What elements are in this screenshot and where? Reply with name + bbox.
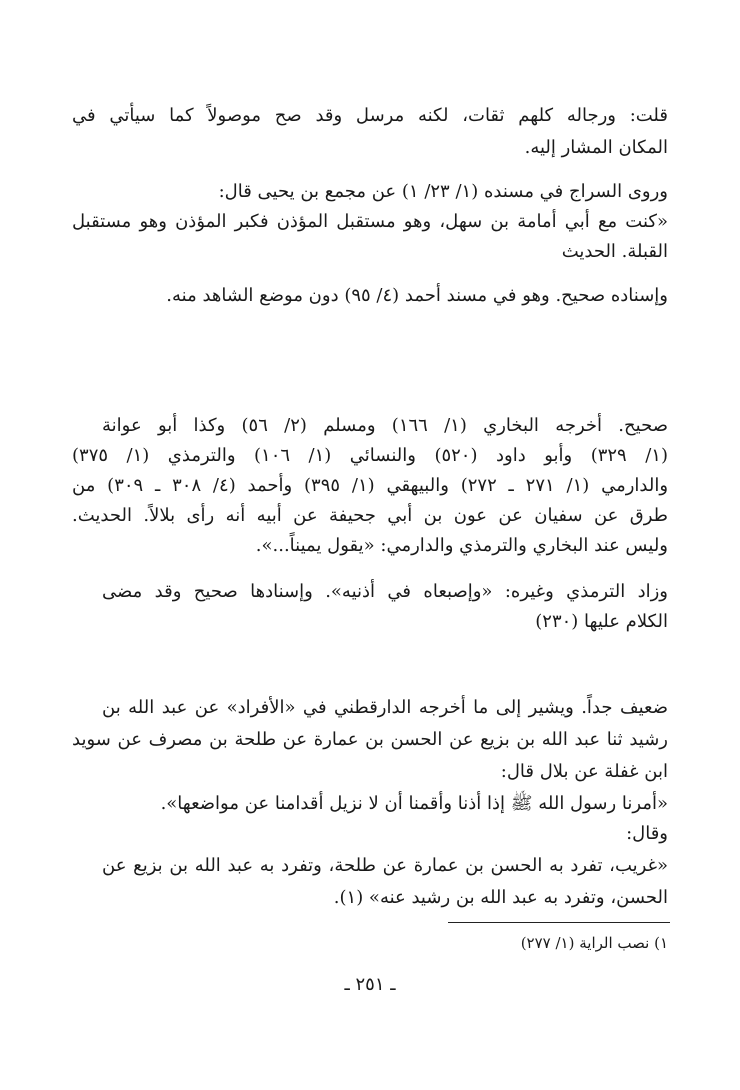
text-line: ابن غفلة عن بلال قال: bbox=[500, 761, 668, 782]
text-line: وزاد الترمذي وغيره: «وإصبعاه في أذنيه». وإسنادها صحيح وقد مضى bbox=[102, 581, 668, 602]
text-line: طرق عن سفيان عن عون بن أبي جحيفة عن أبيه أنه رأى بلالاً. الحديث. bbox=[72, 505, 668, 526]
text-line: والدارمي (١/ ٢٧١ ـ ٢٧٢) والبيهقي (١/ ٣٩٥) وأحمد (٤/ ٣٠٨ ـ ٣٠٩) من bbox=[72, 475, 668, 496]
text-line: قلت: ورجاله كلهم ثقات، لكنه مرسل وقد صح موصولاً كما سيأتي في bbox=[72, 105, 668, 126]
text-line: صحيح. أخرجه البخاري (١/ ١٦٦) ومسلم (٢/ ٥٦) وكذا أبو عوانة bbox=[102, 415, 668, 436]
text-line: (١/ ٣٢٩) وأبو داود (٥٢٠) والنسائي (١/ ١٠٦) والترمذي (١/ ٣٧٥) bbox=[72, 445, 668, 466]
footnote-divider bbox=[448, 922, 670, 923]
text-line: القبلة. الحديث bbox=[561, 241, 668, 262]
text-line: «أمرنا رسول الله ﷺ إذا أذنا وأقمنا أن لا نزيل أقدامنا عن مواضعها». bbox=[160, 793, 668, 814]
text-line: ضعيف جداً. ويشير إلى ما أخرجه الدارقطني في «الأفراد» عن عبد الله بن bbox=[102, 697, 668, 718]
text-line: رشيد ثنا عبد الله بن بزيع عن الحسن بن عمارة عن طلحة بن مصرف عن سويد bbox=[72, 729, 668, 750]
text-line: الكلام عليها (٢٣٠) bbox=[535, 611, 668, 632]
text-line: «غريب، تفرد به الحسن بن عمارة عن طلحة، وتفرد به عبد الله بن بزيع عن bbox=[102, 855, 668, 876]
page-number: ـ ٢٥١ ـ bbox=[344, 974, 396, 995]
text-line: وروى السراج في مسنده (١/ ٢٣/ ١) عن مجمع بن يحيى قال: bbox=[218, 181, 668, 202]
text-line: وإسناده صحيح. وهو في مسند أحمد (٤/ ٩٥) دون موضع الشاهد منه. bbox=[166, 285, 668, 306]
text-line: وليس عند البخاري والترمذي والدارمي: «يقول يميناً...». bbox=[255, 535, 668, 556]
text-line: المكان المشار إليه. bbox=[524, 137, 668, 158]
footnote: ١) نصب الراية (١/ ٢٧٧) bbox=[520, 934, 668, 952]
text-line: وقال: bbox=[626, 823, 668, 844]
text-line: «كنت مع أبي أمامة بن سهل، وهو مستقبل المؤذن فكبر المؤذن وهو مستقبل bbox=[72, 211, 668, 232]
text-line: الحسن، وتفرد به عبد الله بن رشيد عنه» (١). bbox=[333, 887, 668, 908]
